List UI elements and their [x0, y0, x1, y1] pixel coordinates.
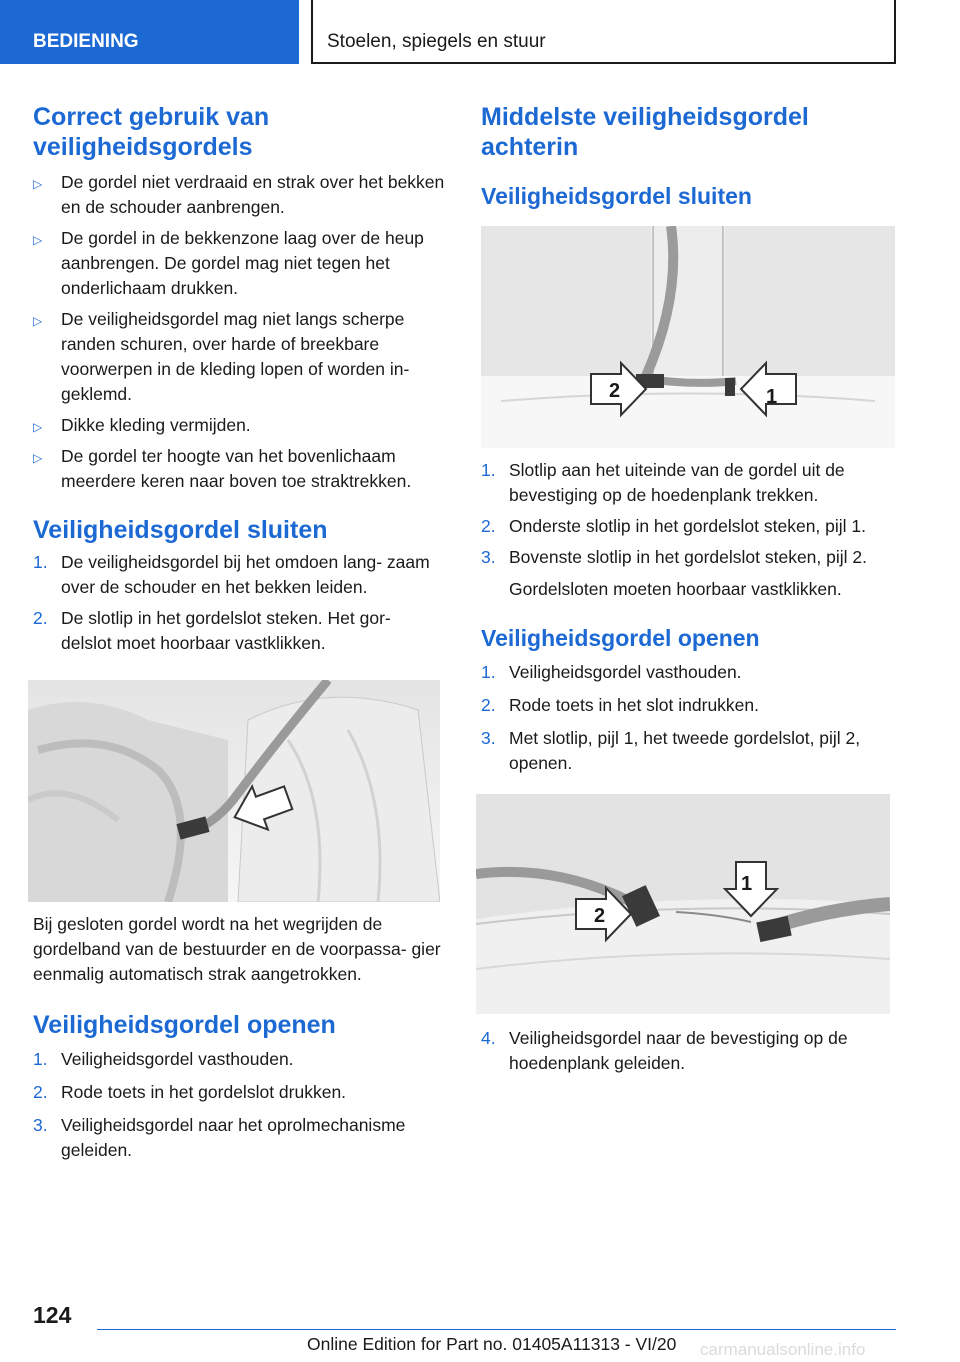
list-item: [33, 413, 445, 438]
list-item: [33, 550, 445, 600]
list-item-text: De gordel in de bekkenzone laag over de heup aanbrengen. De gordel mag niet tegen het onderlichaam drukken.: [61, 228, 424, 298]
list-item: [481, 660, 896, 685]
step-text: Rode toets in het slot indrukken.: [509, 695, 760, 715]
usage-heading: Correct gebruik van veiligheidsgordels: [33, 103, 270, 161]
left-column: [33, 102, 445, 1163]
rear-open-heading: Veiligheidsgordel openen: [481, 625, 760, 651]
step-number: 3.: [481, 728, 496, 748]
list-item-text: Dikke kleding vermijden.: [61, 415, 251, 435]
step-number: 2.: [33, 608, 48, 628]
open-heading: Veiligheidsgordel openen: [33, 1011, 336, 1039]
rear-belt-close-illustration: [481, 226, 895, 448]
step-number: 1.: [481, 662, 496, 682]
step-text: Onderste slotlip in het gordelslot steken, pijl 1.: [509, 516, 866, 536]
step-number: 2.: [33, 1082, 48, 1102]
step-text: Veiligheidsgordel vasthouden.: [509, 662, 742, 682]
step-text: Veiligheidsgordel vasthouden.: [61, 1049, 294, 1069]
chapter-title: Stoelen, spiegels en stuur: [311, 0, 896, 64]
rear-close-steps: [481, 458, 896, 602]
step-number: 3.: [33, 1115, 48, 1135]
step-text: Rode toets in het gordelslot drukken.: [61, 1082, 347, 1102]
step-text: Veiligheidsgordel naar het oprolmechanisme geleiden.: [61, 1115, 406, 1160]
list-item: [33, 307, 445, 407]
front-seat-belt-illustration: [28, 680, 440, 902]
list-item: [33, 1047, 445, 1072]
list-item: [33, 226, 445, 301]
step-number: 1.: [481, 460, 496, 480]
open-steps: [33, 1047, 445, 1163]
step-text: Slotlip aan het uiteinde van de gordel uit de bevestiging op de hoedenplank trekken.: [509, 460, 845, 505]
page-number: 124: [33, 1302, 72, 1328]
triangle-bullet-icon: ▷: [33, 420, 43, 434]
right-column: [481, 102, 896, 1076]
list-item: [481, 693, 896, 718]
rear-belt-open-illustration: [476, 794, 890, 1014]
list-item: [33, 170, 445, 220]
middle-belt-heading: Middelste veiligheidsgordel achterin: [481, 103, 809, 161]
rear-close-heading: Veiligheidsgordel sluiten: [481, 183, 752, 209]
step-text: De veiligheidsgordel bij het omdoen lang- zaam over de schouder en het bekken leiden.: [61, 552, 430, 597]
arrow-label-2: 2: [594, 905, 606, 927]
step-text: Bovenste slotlip in het gordelslot steken, pijl 2.: [509, 547, 867, 567]
step-number: 3.: [481, 547, 496, 567]
close-heading: Veiligheidsgordel sluiten: [33, 516, 328, 544]
arrow-label-1: 1: [741, 873, 753, 895]
list-item: [33, 606, 445, 656]
step-number: 2.: [481, 695, 496, 715]
list-item-text: De veiligheidsgordel mag niet langs scherpe randen schuren, over harde of breekbare voorwerpen in de kleding lopen of worden in- geklemd.: [61, 309, 410, 404]
step-number: 4.: [481, 1028, 496, 1048]
step-number: 1.: [33, 552, 48, 572]
step-number: 2.: [481, 516, 496, 536]
list-item: [33, 1113, 445, 1163]
list-item: [481, 458, 896, 508]
close-steps: [33, 550, 445, 656]
click-note: Gordelsloten moeten hoorbaar vastklikken.: [509, 579, 842, 599]
triangle-bullet-icon: ▷: [33, 314, 43, 328]
list-item-text: De gordel ter hoogte van het bovenlichaam meerdere keren naar boven toe straktrekken.: [61, 446, 412, 491]
rear-final-step: [481, 1026, 896, 1076]
list-item: [33, 444, 445, 494]
triangle-bullet-icon: ▷: [33, 233, 43, 247]
arrow-label-2: 2: [609, 380, 621, 402]
usage-list: [33, 170, 445, 494]
triangle-bullet-icon: ▷: [33, 451, 43, 465]
list-item: [481, 1026, 896, 1076]
edition-footer: Online Edition for Part no. 01405A11313 - VI/20: [307, 1334, 677, 1354]
list-item: [33, 1080, 445, 1105]
step-text: De slotlip in het gordelslot steken. Het gor- delslot moet hoorbaar vastklikken.: [61, 608, 391, 653]
step-text: Veiligheidsgordel naar de bevestiging op de hoedenplank geleiden.: [509, 1028, 848, 1073]
list-item: [481, 726, 896, 776]
rear-open-steps: [481, 660, 896, 776]
arrow-label-1: 1: [766, 386, 778, 408]
list-item-text: De gordel niet verdraaid en strak over het bekken en de schouder aanbrengen.: [61, 172, 445, 217]
triangle-bullet-icon: ▷: [33, 177, 43, 191]
step-text: Met slotlip, pijl 1, het tweede gordelslot, pijl 2, openen.: [509, 728, 861, 773]
footer-rule: [97, 1329, 896, 1330]
tighten-note: Bij gesloten gordel wordt na het wegrijden de gordelband van de bestuurder en de voorpassa- gier eenmalig automatisch strak aangetrokken.: [33, 914, 441, 984]
section-tab: BEDIENING: [0, 0, 299, 64]
step-number: 1.: [33, 1049, 48, 1069]
list-item: [481, 514, 896, 539]
watermark: carmanualsonline.info: [700, 1340, 866, 1359]
list-item: [481, 545, 896, 602]
